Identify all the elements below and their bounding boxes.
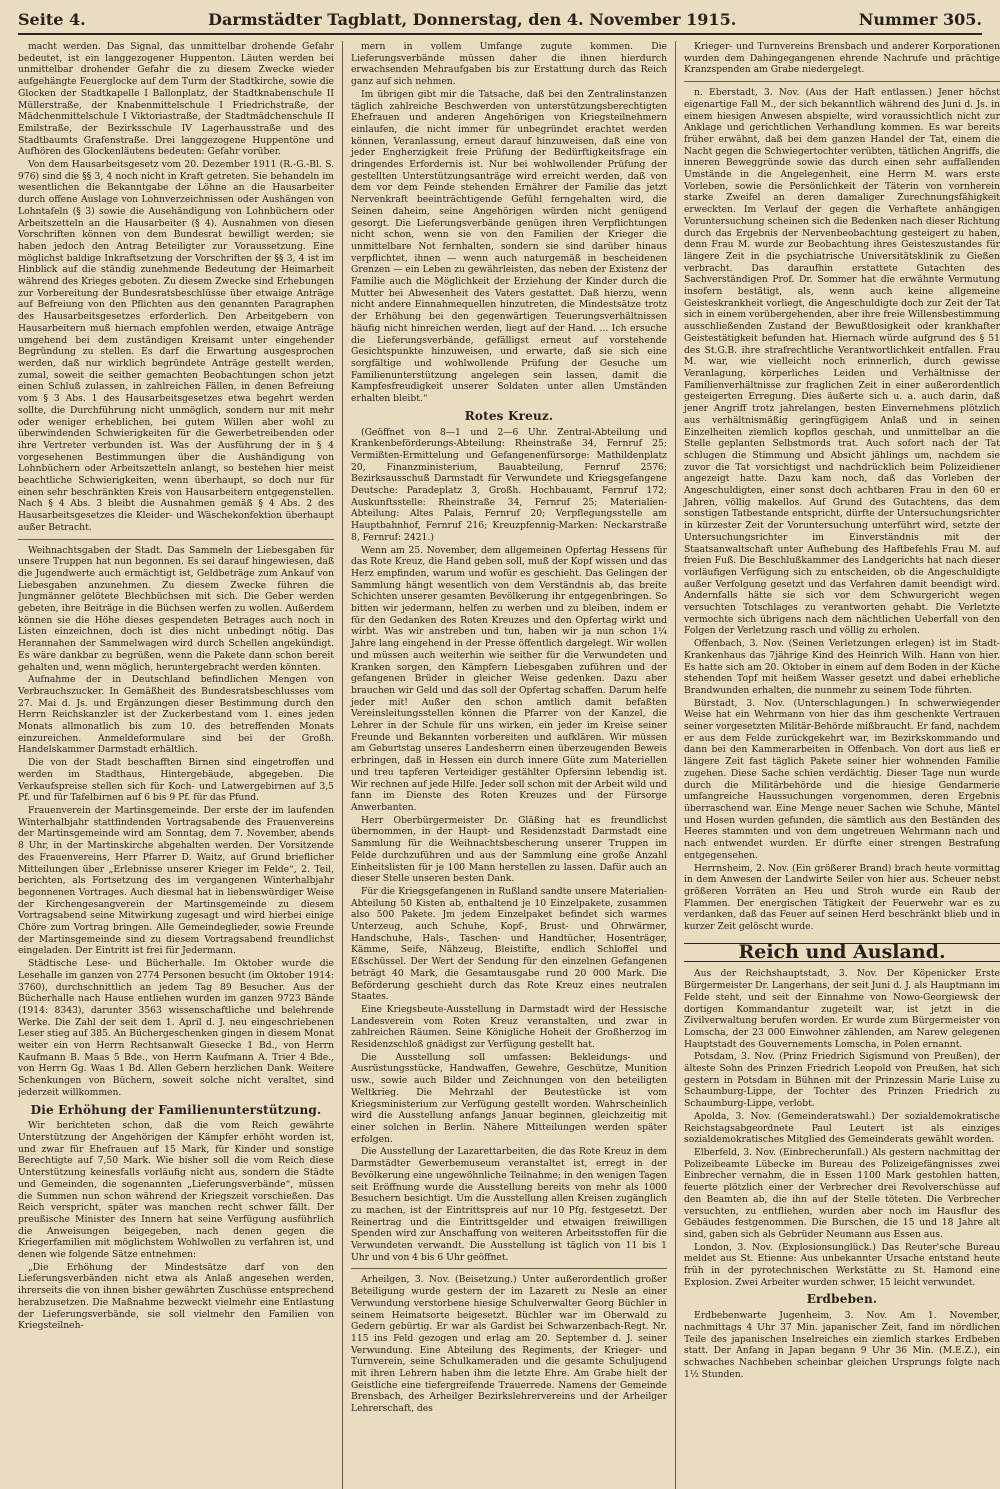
article-text: Wenn am 25. November, dem allgemeinen Opfertag Hessens für das Rote Kreuz, die Hand geben soll, muß der Kopf wissen und das Herz empfinden, warum und wofür es geschieht. Das Gelingen der Sammlung hängt wesentlich von dem Verständnis ab, das breite Schichten unserer gesamten Bevölkerung ihr entgegenbringen. So bitten wir jedermann, helfen zu werben und zu bleiben, indem er für den Gedanken des Roten Kreuzes und den Opfertag wirkt und wirbt. Was wir anstreben und tun, haben wir ja nun schon 1¼ Jahre lang eingehend in der Presse öffentlich dargelegt. Wir wollen und müssen auch weiterhin wie seither für die Verwundeten und Kranken sorgen, den Kämpfern Liebesgaben zuführen und der gefangenen Brüder in gleicher Weise gedenken. Dazu aber brauchen wir Geld und das soll der Opfertag schaffen. Darum helfe jeder mit! Außer den schon amtlich damit befaßten Vereinsleitungsstellen können die Pfarrer von der Kanzel, die Lehrer in der Schule für uns wirken, ein jeder im Kreise seiner Freunde und Bekannten vorbereiten und aufklären. Wir müssen am Geburtstag unseres Landesherrn einen überzeugenden Beweis erbringen, daß in Hessen ein durch innere Güte zum Materiellen und treu tapferen Verteidiger gestählter Opfersinn lebendig ist. Wir rechnen auf jede Hilfe. Jeder soll schon mit der Arbeit wild und fann im Dienste des Roten Kreuzes und der Fürsorge Anwerbanten.: [351, 544, 667, 813]
article-text: Wir berichteten schon, daß die vom Reich gewährte Unterstützung der Angehörigen der Kämpfer erhöht worden ist, und zwar für Ehefrauen auf 15 Mark, für Kinder und sonstige Berechtigte auf 7,50 Mark. Wie bisher soll die vom Reich diese Unterstützung keinesfalls vorläufig nicht aus, sondern die Städte und Gemeinden, die sogenannten „Lieferungsverbände“, müssen die Summen nun schon während der Kriegszeit vorschießen. Das Reich verspricht, später was manchen recht schwer fällt. Der preußische Minister des Innern hat seine Verfügung ausführlich die Anweisungen beigegeben, nach denen gegen die Kriegerfamilien mit möglichstem Wohlwollen zu verfahren ist, und denen wie folgende Sätze entnehmen:: [18, 1120, 334, 1261]
article-text: mern in vollem Umfange zugute kommen. Die Lieferungsverbände müssen daher die ihnen hierdurch erwachsenden Mehraufgaben bis zur Erstattung durch das Reich ganz auf sich nehmen.: [351, 41, 667, 88]
article-text: Im übrigen gibt mir die Tatsache, daß bei den Zentralinstanzen täglich zahlreiche Beschwerden von unterstützungsberechtigten Ehefrauen und anderen Angehörigen von Kriegsteilnehmern einlaufen, die nicht immer für unbegründet erachtet werden können, Veranlassung, erneut darauf hinzuweisen, daß eine von jeder Engherzigkeit freie Prüfung der Bedürftigkeitsfrage ein dringendes Erfordernis ist. Nur bei wohlwollender Prüfung der gestellten Unterstützungsanträge wird erreicht werden, daß von dem vor dem Feinde stehenden Ernährer der Familie das jetzt Nervenkraft beeinträchtigende Gefühl ferngehalten wird, die Seinen daheim, seine Angehörigen würden nicht genügend gesorgt. Die Lieferungsverbände genügen ihren Verpflichtungen nicht schon, wenn sie von den Familien der Krieger die unmittelbare Not fernhalten, sondern sie sind darüber hinaus verpflichtet, ihnen — wenn auch naturgemäß in bescheidenen Grenzen — ein Leben zu gewährleisten, das neben der Existenz der Familie auch die Möglichkeit der Erziehung der Kinder durch die Mutter bei Abwesenheit des Vaters gestattet. Daß hierzu, wenn nicht andere Einnahmequellen hinzutreten, die Mindestsätze trotz der Erhöhung bei den gegenwärtigen Teuerungsverhältnissen häufig nicht hinreichen werden, liegt auf der Hand. ... Ich ersuche die Lieferungsverbände, gefälligst erneut auf vorstehende Gesichtspunkte hinzuweisen, und erwarte, daß sie sich eine sorgfältige und wohlwollende Prüfung der Gesuche um Familienunterstützung angelegen sein lassen, damit die Kampfesfreudigkeit unserer Soldaten unter allen Umständen erhalten bleibt.“: [351, 88, 667, 405]
article-text: Für die Kriegsgefangenen in Rußland sandte unsere Materialien-Abteilung 50 Kisten ab, enthaltend je 10 Einzelpakete, zusammen also 500 Pakete. Jm jedem Einzelpaket befindet sich warmes Unterzeug, auch Schuhe, Kopf-, Brust- und Ohrwärmer, Handschuhe, Hals-, Taschen- und Handtücher, Hosenträger, Kämme, Seife, Nähzeug, Bleistifte, endlich Schloffel und Eßschüssel. Der Wert der Sendung für den einzelnen Gefangenen beträgt 40 Mark, die Gesamtausgabe rund 20 000 Mark. Die Beförderung geschieht durch das Rote Kreuz eines neutralen Staates.: [351, 885, 667, 1003]
section-heading: Erdbeben.: [806, 1292, 878, 1307]
article-text: Offenbach, 3. Nov. (Seinen Verletzungen erlegen) ist im Stadt-Krankenhaus das 7jährige Kind des Heinrich Wilh. Hann von hier. Es hatte sich am 20. Oktober in einem auf dem Boden in der Küche stehenden Topf mit heißem Wasser gesetzt und dabei erhebliche Brandwunden erhalten, die nunmehr zu seinem Tode führten.: [684, 638, 1000, 696]
article-text: Erdbebenwarte Jugenheim, 3. Nov. Am 1. November, nachmittags 4 Uhr 37 Min. japanischer Zeit, fand im nördlichen Teile des japanischen Inselreiches ein ziemlich starkes Erdbeben statt. Der Anfang in Japan begann 9 Uhr 36 Min. (M.E.Z.), ein schwaches Nachbeben scheinbar gleichen Ursprungs folgte nach 1½ Stunden.: [684, 1310, 1000, 1380]
section-heading: Rotes Kreuz.: [464, 408, 554, 423]
issue-number: Nummer 305.: [858, 10, 982, 29]
article-text: Krieger- und Turnvereins Brensbach und anderer Korporationen wurden dem Dahingegangenen ehrende Nachrufe und prächtige Kranzspenden am Grabe niedergelegt.: [684, 41, 1000, 76]
article-text: Aufnahme der in Deutschland befindlichen Mengen von Verbrauchszucker. In Gemäßheit des Bundesratsbeschlusses vom 27. Mai d. Js. und Ergänzungen dieser Bestimmung durch den Herrn Reichskanzler ist der Zuckerbestand vom 1. eines jeden Monats allmonatlich bis zum 10. des betreffenden Monats einzureichen. Anmeldeformulare sind bei der Großh. Handelskammer Darmstadt erhältlich.: [18, 674, 334, 756]
section-heading: Die Erhöhung der Familienunterstützung.: [30, 1102, 322, 1117]
article-text: „Die Erhöhung der Mindestsätze darf von den Lieferungsverbänden nicht etwa als Anlaß angesehen werden, ihrerseits die von ihnen bisher gewährten Zuschüsse entsprechend herabzusetzen. Die Maßnahme bezweckt vielmehr eine Entlastung der Lieferungsverbände, sie soll vielmehr den Familien von Kriegsteilneh-: [18, 1261, 334, 1332]
article-text: Eine Kriegsbeute-Ausstellung in Darmstadt wird der Hessische Landesverein vom Roten Kreuz veranstalten, und zwar in zahlreichen Räumen. Seine Königliche Hoheit der Großherzog im Residenzschloß gnädigst zur Verfügung gestellt hat.: [351, 1003, 667, 1051]
article-text: Von dem Hausarbeitsgesetz vom 20. Dezember 1911 (R.-G.-Bl. S. 976) sind die §§ 3, 4 noch nicht in Kraft getreten. Sie behandeln im wesentlichen die Bekanntgabe der Löhne an die Hausarbeiter durch offene Auslage von Lohnverzeichnissen oder Aushängen von Lohntafeln (§ 3) sowie die Ausehändigung von Lohnbüchern oder Arbeitszetteln an die Hausarbeiter (§ 4). Ausnahmen von diesen Vorschriften können von dem Bundesrat bewilligt werden; sie haben jedoch den Antrag Beteiligter zur Voraussetzung. Eine möglichst baldige Inkraftsetzung der Vorschriften der §§ 3, 4 ist im Hinblick auf die ständig zunehmende Bedeutung der Heimarbeit während des Krieges geboten. Zu diesem Zwecke sind Erhebungen zur Vorbereitung der Bundesratsbeschlüsse über etwaige Anträge auf Befreiung von den Pflichten aus den genannten Paragraphen des Hausarbeitsgesetzes erforderlich. Den Arbeitgebern von Hausarbeitern muß hiernach empfohlen werden, etwaige Anträge umgehend bei dem zuständigen Kreisamt unter eingehender Begründung zu stellen. Es darf die Erwartung ausgesprochen werden, daß nur wirklich begründete Anträge gestellt werden, zumal, soweit die seither gemachten Beobachtungen schon jetzt einen Schluß zulassen, in zahlreichen Fällen, in denen Befreiung vom § 3 Abs. 1 des Hausarbeitsgesetzes etwa begehrt werden sollte, die Durchführung nicht unmöglich, sondern nur mit mehr oder weniger erheblichen, bei gutem Willen aber wohl zu überwindenden Schwierigkeiten für die Gewerbetreibenden oder ihre Vertreter verbunden ist. Was der Ausführung der in § 4 vorgesehenen Bestimmungen über die Aushändigung von Lohnbüchern oder Arbeitszetteln anlangt, so bestehen hier meist beachtliche Schwierigkeiten, wenn überhaupt, so doch nur für einen sehr beschränkten Kreis von Hausarbeitern entgegenstellen. Nach § 4 Abs. 3 bleibt die Ausnahmen gemäß § 4 Abs. 2 des Hausarbeitsgesetzes die Kleider- und Wäschekonfektion überhaupt außer Betracht.: [18, 159, 334, 533]
article-text: Aus der Reichshauptstadt, 3. Nov. Der Köpenicker Erste Bürgermeister Dr. Langerhans, der seit Juni d. J. als Hauptmann im Felde steht, und seit der Einnahme von Nowo-Georgiewsk der dortigen Kommandantur zugeteilt war, ist jetzt in die Zivilverwaltung berufen worden. Er wurde zum Bürgermeister von Lomscha, der 23 000 Einwohner zählenden, am Narew gelegenen Hauptstadt des Gouvernements Lomscha, in Polen ernannt.: [684, 968, 1000, 1050]
article-text: n. Eberstadt, 3. Nov. (Aus der Haft entlassen.) Jener höchst eigenartige Fall M., der sich bekanntlich während des Juni d. Js. in einem hiesigen Anwesen abspielte, wird voraussichtlich nicht zur Anklage und gerichtlichen Verhandlung kommen. Es war bereits früher erwähnt, daß bei dem ganzen Handel der Tat, einem die Nacht gegen die Schwiegertochter verübten, tätlichen Angriffs, die inneren Beweggründe sowie das durch einen sehr auffallenden Umstände in die Angelegenheit, eine Herrn M. wars erste Vorleben, sowie die Persönlichkeit der Täterin von vornherein starke Zweifel an deren damaliger Zurechnungsfähigkeit erweckten. Im Verlauf der gegen die Verhaftete anhängigen Voruntersuchung scheinen sich die Bedenken nach dieser Richtung durch das Ergebnis der Nervenbeobachtung gesteigert zu haben, denn Frau M. wurde zur Beobachtung ihres Geisteszustandes für längere Zeit in die psychiatrische Universitätsklinik zu Gießen verbracht. Das daraufhin erstattete Gutachten des Sachverständigen Prof. Dr. Sommer hat die erwähnte Vermutung insofern bestätigt, als, wenn auch keine allgemeine Geisteskrankheit vorliegt, die Angeschuldigte doch zur Zeit der Tat sich in einem vorübergehenden, aber ihre freie Willensbestimmung ausschließenden Zustand der Bewußtlosigkeit oder krankhafter Geistestätigkeit befunden hat. Hiernach würde aufgrund des § 51 des St.G.B. ihre strafrechtliche Verantwortlichkeit entfallen. Frau M. war, wie vielleicht noch erinnerlich, durch gewisse Veranlagung, körperliches Leiden und Verhältnisse der Familienverhältnisse zur fraglichen Zeit in einer außerordentlich gesteigerten Erregung. Dies äußerte sich u. a. auch darin, daß jener Angriff trotz jahrelangen, besten Einvernehmens plötzlich aus verhältnismäßig geringfügigem Anlaß und in seinen Einzelheiten ziemlich kopflos geschah, und unmittelbar an die Stelle geplanten Selbstmords trat. Auch sofort nach der Tat schlugen die Stimmung und Absicht jählings um, nachdem sie zuvor die Tat vorsichtigst und nachdrücklich beim Polizeidiener angezeigt hatte. Dazu kam noch, daß das Vorleben der Angeschuldigten, einer sonst doch achtbaren Frau in den 60 er Jahren, völlig makellos. Auf Grund des Gutachtens, das dem sonstigen Tatbestande entspricht, dürfte der Untersuchungsrichter in kürzester Zeit der Voruntersuchung unterführt wird, setzte der Untersuchungsrichter im Einverständnis mit der Staatsanwaltschaft unter Aufhebung des Haftbefehls Frau M. auf freien Fuß. Die Beschlußkammer des Landgerichts hat nach dieser vorläufigen Verfügung sich zu entscheiden, ob die Angeschuldigte außer Verfolgung gesetzt und das Verfahren damit beendigt wird. Andernfalls hätte sie sich vor dem Schwurgericht wegen versuchten Totschlages zu verantworten gehabt. Die Verletzte vermochte sich übrigens nach dem nächtlichen Ueberfall von den Folgen der Verletzung rasch und völlig zu erholen.: [684, 87, 1000, 637]
article-text: Arheilgen, 3. Nov. (Beisetzung.) Unter außerordentlich großer Beteiligung wurde gestern der im Lazarett zu Nesle an einer Verwundung verstorbene hiesige Schulverwalter Georg Büchler in seinem Heimatsorte beigesetzt. Büchler war im Oberwald zu Gedern gebürtig. Er war als Gardist bei Schwarzenbach-Regt. Nr. 115 ins Feld gezogen und erlag am 20. September d. J. seiner Verwundung. Eine Abteilung des Regiments, der Krieger- und Turnverein, seine Schulkameraden und die gesamte Schuljugend mit ihren Lehrern haben ihm die letzte Ehre. Am Grabe hielt der Geistliche eine tiefergreifende Trauerrede. Namens der Gemeinde Brensbach, des Arheilger Bezirkslehrervereins und der Arheilger Lehrerschaft, des: [351, 1274, 667, 1415]
divider: [684, 81, 1000, 82]
divider: [18, 539, 334, 540]
article-text: Die von der Stadt beschafften Birnen sind eingetroffen und werden im Stadthaus, Hintergebäude, abgegeben. Die Verkaufspreise stellen sich für Koch- und Latwergebirnen auf 3,5 Pf. und für Tafelbirnen auf 6 bis 9 Pf. für das Pfund.: [18, 757, 334, 804]
divider: [351, 1268, 667, 1269]
article-text: (Geöffnet von 8—1 und 2—6 Uhr. Zentral-Abteilung und Krankenbeförderungs-Abteilung: Rheinstraße 34, Fernruf 25; Vermißten-Ermittelung und Gefangenenfürsorge: Mathildenplatz 20, Finanzministerium, Bauabteilung, Fernruf 2576; Bezirksausschuß Darmstadt für Verwundete und Kriegsgefangene Deutsche: Paradeplatz 3, Großh. Hochbauamt, Fernruf 172; Auskunftsstelle: Rheinstraße 34, Fernruf 25; Materialien-Abteilung: Altes Palais, Fernruf 20; Verpflegungsstelle am Hauptbahnhof, Fernruf 216; Kreuzpfennig-Marken: Neckarstraße 8, Fernruf: 2421.): [351, 426, 667, 543]
article-text: Bürstadt, 3. Nov. (Unterschlagungen.) In schwerwiegender Weise hat ein Wehrmann von hier das ihm geschenkte Vertrauen seiner vorgesetzten Militär-Behörde mißbraucht. Er fand, nachdem er aus dem Felde zurückgekehrt war, im Bezirkskommando und dann bei den Kammerarbeiten in Offenbach. Von dort aus ließ er längere Zeit fast täglich Pakete seiner hier wohnenden Familie zugehen. Diese Sache schien verdächtig. Dieser Tage nun wurde durch die Militärbehörde und die hiesige Gendarmerie umfangreiche Haussuchungen vorgenommen, deren Ergebnis überraschend war. Eine Menge neuer Sachen wie Schuhe, Mäntel und Hosen wurden gefunden, die sämtlich aus den Beständen des Heeres stammten und von dem ungetreuen Wehrmann nach und nach entwendet wurden. Er dürfte einer strengen Bestrafung entgegensehen.: [684, 697, 1000, 861]
column-2: [342, 41, 667, 1489]
article-text: Weihnachtsgaben der Stadt. Das Sammeln der Liebesgaben für unsere Truppen hat nun begonnen. Es sei darauf hingewiesen, daß die Jugendwerte auch ermächtigt ist, Geldbeträge zum Ankauf von Liebesgaben anzunehmen. Zu diesem Zwecke führen die Jungmänner gelötete Blechbüchsen mit sich. Die Geber werden gebeten, ihre Beiträge in die Büchsen werfen zu wollen. Außerdem können sie die Höhe dieses gespendeten Betrages auch noch in Listen einzeichnen, doch ist dies nicht unbedingt nötig. Das Herannahen der Sammelwagen wird durch Schellen angekündigt. Es wäre dankbar zu begrüßen, wenn die Pakete dann schon bereit gehalten und, wenn möglich, heruntergebracht werden könnten.: [18, 544, 334, 673]
article-text: Elberfeld, 3. Nov. (Einbrecherunfall.) Als gestern nachmittag der Polizeibeamte Lübecke im Bureau des Polizeigefängnisses zwei Einbrecher vernahm, die in Essen 1100 Mark gestohlen hatten, feuerte plötzlich einer der Verbrecher drei Revolverschüsse auf den Beamten ab, die ihn auf der Stelle töteten. Die Verbrecher versuchten, zu entfliehen, wurden aber noch im Hausflur des Gebäudes festgenommen. Die Burschen, die 15 und 18 Jahre alt sind, gaben sich als Gebrüder Neumann aus Essen aus.: [684, 1146, 1000, 1240]
article-text: Städtische Lese- und Bücherhalle. Im Oktober wurde die Lesehalle im ganzen von 2774 Personen besucht (im Oktober 1914: 3760), durchschnittlich an jedem Tag 89 Besucher. Aus der Bücherhalle nach Hause entliehen wurden im ganzen 9723 Bände (1914: 8343), darunter 3563 wissenschaftliche und belehrende Werke. Die Zahl der seit dem 1. April d. J. neu eingeschriebenen Leser stieg auf 385. An Büchergeschenken gingen in diesem Monat weiter ein von Herrn Rechtsanwalt Giesecke 1 Bd., von Herrn Kaufmann B. Maas 5 Bde., von Herrn Kaufmann A. Trier 4 Bde., von Herrn Gg. Waas 1 Bd. Allen Gebern herzlichen Dank. Weitere Schenkungen von Büchern, soweit solche nicht veraltet, sind jederzeit willkommen.: [18, 958, 334, 1098]
section-heading: Reich und Ausland.: [684, 943, 1000, 963]
article-text: Frauenverein der Martinsgemeinde. Der erste der im laufenden Winterhalbjahr stattfindenden Vortragsabende des Frauenvereins der Martinsgemeinde wird am Sonntag, dem 7. November, abends 8 Uhr, in der Martinskirche abgehalten werden. Der Vorsitzende des Frauenvereins, Herr Pfarrer D. Waitz, auf Grund brieflicher Mitteilungen über „Erlebnisse unserer Krieger im Felde“, 2. Teil, berichten, als Fortsetzung des im vergangenen Winterhalbjahr begonnenen Vortrages. Auch diesmal hat in liebenswürdiger Weise der Kirchengesangverein der Martinsgemeinde zu diesem Vortragsabend seine Mitwirkung zugesagt und wird hierbei einige Chöre zum Vortrag bringen. Alle Gemeindeglieder, sowie Freunde der Martinsgemeinde sind zu diesem Vortragsabend freundlichst eingeladen. Der Eintritt ist frei für Jedermann.: [18, 805, 334, 957]
article-text: Apolda, 3. Nov. (Gemeinderatswahl.) Der sozialdemokratische Reichstagsabgeordnete Paul Leutert ist als einziges sozialdemokratisches Mitglied des Gemeinderats gewählt worden.: [684, 1110, 1000, 1146]
masthead: [18, 10, 982, 35]
column-1: [18, 41, 334, 1489]
article-text: Die Ausstellung der Lazarettarbeiten, die das Rote Kreuz in dem Darmstädter Gewerbemuseum veranstaltet ist, erregt in der Bevölkerung eine ungewöhnliche Teilnahme; in den wenigen Tagen seit Eröffnung wurde die Ausstellung bereits von mehr als 1000 Besuchern besichtigt. Um die Ausstellung allen Kreisen zugänglich zu machen, ist der Eintrittspreis auf nur 10 Pfg. festgesetzt. Der Reinertrag und die Eintrittsgelder und etwaigen freiwilligen Spenden wird zur Anschaffung von weiteren Arbeitsstoffen für die Verwundeten verwandt. Die Ausstellung ist täglich von 11 bis 1 Uhr und von 4 bis 6 Uhr geöffnet.: [351, 1146, 667, 1263]
article-text: Die Ausstellung soll umfassen: Bekleidungs- und Ausrüstungsstücke, Handwaffen, Gewehre, Geschütze, Munition usw., sowie auch Bilder und Zeichnungen von den beteiligten Weltkrieg. Die Mehrzahl der Beutestücke ist vom Kriegsministerium zur Verfügung gestellt worden. Wahrscheinlich wird die Ausstellung anfangs Januar beginnen, gleichzeitig mit einer solchen in Berlin. Nähere Mitteilungen werden später erfolgen.: [351, 1051, 667, 1145]
columns: [18, 41, 1000, 1489]
article-text: Herrnsheim, 2. Nov. (Ein größerer Brand) brach heute vormittag in dem Anwesen der Landwirte Seiler von hier aus. Scheuer nebst größeren Vorräten an Heu und Stroh wurde ein Raub der Flammen. Der energischen Tätigkeit der Feuerwehr war es zu verdanken, daß das Feuer auf seinen Herd beschränkt blieb und in kurzer Zeit gelöscht wurde.: [684, 862, 1000, 933]
column-3: [675, 41, 1000, 1489]
page-number: Seite 4.: [18, 10, 86, 29]
article-text: London, 3. Nov. (Explosionsunglück.) Das Reuter'sche Bureau meldet aus St. Etienne: Aus unbekannter Ursache entstand heute früh in der pyrotechnischen Werkstätte zu St. Hamond eine Explosion. Zwei Arbeiter wurden schwer, 15 leicht verwundet.: [684, 1241, 1000, 1288]
newspaper-title: Darmstädter Tagblatt, Donnerstag, den 4. November 1915.: [208, 10, 737, 29]
article-text: Potsdam, 3. Nov. (Prinz Friedrich Sigismund von Preußen), der älteste Sohn des Prinzen Friedrich Leopold von Preußen, hat sich gestern in Potsdam in Bühnen mit der Prinzessin Marie Luise zu Schaumburg-Lippe, der Tochter des Prinzen Friedrich zu Schaumburg-Lippe, verlobt.: [684, 1051, 1000, 1110]
article-text: Herr Oberbürgermeister Dr. Gläßing hat es freundlichst übernommen, in der Haupt- und Residenzstadt Darmstadt eine Sammlung für die Weihnachtsbescherung unserer Truppen im Felde durchzuführen und aus der Sammlung eine große Anzahl Einheitslisten für je 100 Mann herstellen zu lassen. Dafür auch an dieser Stelle unseren besten Dank.: [351, 814, 667, 885]
article-text: macht werden. Das Signal, das unmittelbar drohende Gefahr bedeutet, ist ein langgezogener Huppenton. Läuten werden bei unmittelbar drohender Gefahr die zu diesem Zwecke wieder aufgehängte Feuerglocke auf dem Turm der Stadtkirche, sowie die Glocken der Stadtkapelle I Ballonplatz, der Stadtknabenschule II Müllerstraße, der Knabenmittelschule I Friedrichstraße, der Mädchenmittelschule I Viktoriastraße, der Stadtmädchenschule II Emilstraße, der Bezirksschule IV Lagerhausstraße und des Stadtbaumts Grafenstraße. Drei langgezogene Huppentöne und Aufhören des Glockenläutens bedeuten: Gefahr vorüber.: [18, 41, 334, 158]
